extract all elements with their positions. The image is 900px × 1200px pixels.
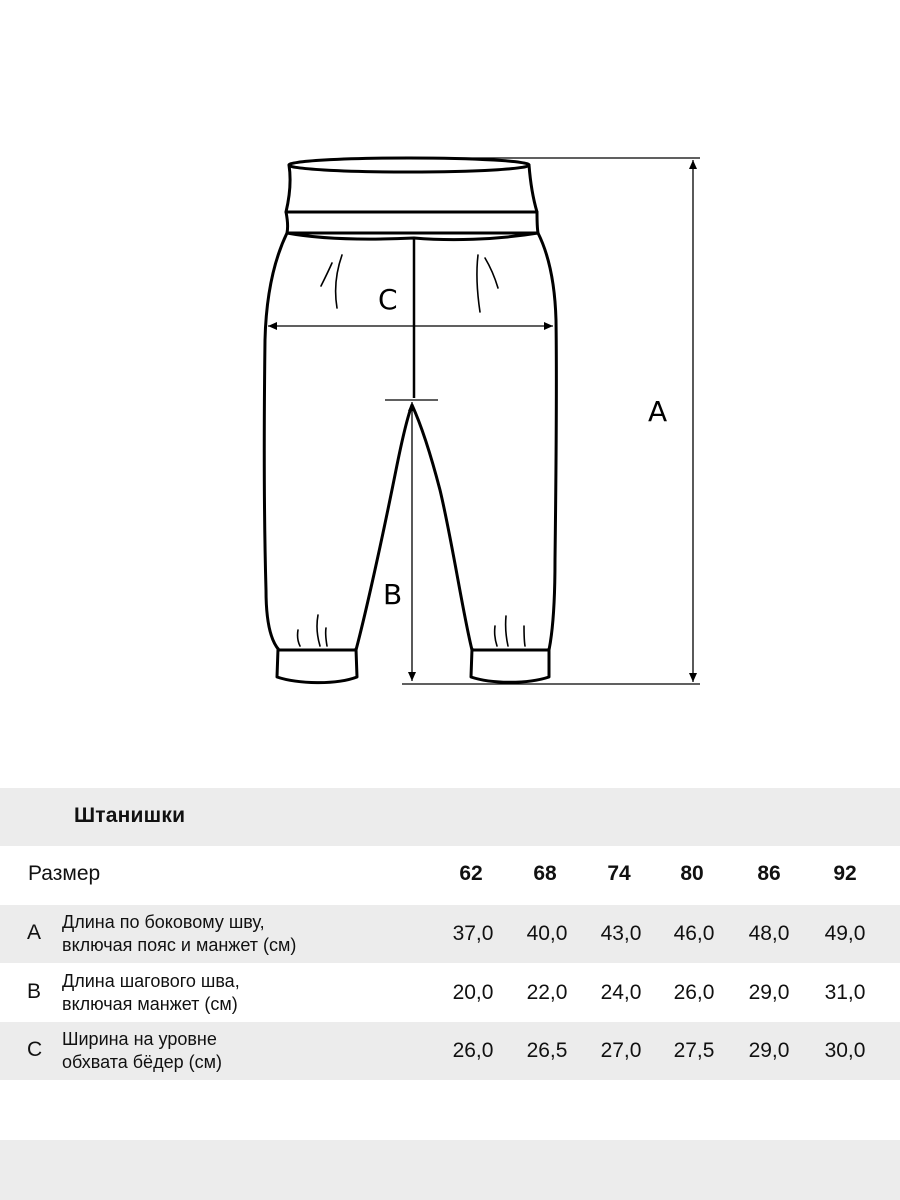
label-b: B <box>383 578 403 611</box>
row-value: 22,0 <box>526 981 568 1004</box>
row-value: 20,0 <box>452 981 494 1004</box>
table-title: Штанишки <box>74 804 186 827</box>
size-header-row <box>0 846 900 906</box>
row-value: 26,0 <box>452 1039 494 1062</box>
row-letter: A <box>27 921 42 944</box>
row-description: Длина шагового шва, включая манжет (см) <box>62 971 240 1014</box>
pants-body <box>264 233 556 650</box>
row-value: 49,0 <box>824 922 866 945</box>
row-value: 37,0 <box>452 922 494 945</box>
row-value: 26,0 <box>673 981 715 1004</box>
table-title-band <box>0 788 900 846</box>
waistband-top-edge <box>289 158 529 172</box>
size-86: 86 <box>757 862 781 885</box>
size-92: 92 <box>833 862 857 885</box>
size-header-label: Размер <box>28 862 101 885</box>
row-value: 40,0 <box>526 922 568 945</box>
row-letter: B <box>27 980 42 1003</box>
row-value: 30,0 <box>824 1039 866 1062</box>
row-value: 48,0 <box>748 922 790 945</box>
row-value: 24,0 <box>600 981 642 1004</box>
table-row <box>0 964 900 1022</box>
size-62: 62 <box>459 862 483 885</box>
table-row <box>0 1022 900 1080</box>
row-value: 29,0 <box>748 1039 790 1062</box>
row-value: 26,5 <box>526 1039 568 1062</box>
size-68: 68 <box>533 862 557 885</box>
table-row <box>0 905 900 963</box>
size-74: 74 <box>607 862 631 885</box>
row-letter: C <box>27 1038 43 1061</box>
left-cuff <box>277 649 357 683</box>
waistband-fold <box>286 212 538 233</box>
pants-outline <box>264 158 556 683</box>
row-value: 27,0 <box>600 1039 642 1062</box>
row-description: Ширина на уровне обхвата бёдер (см) <box>62 1029 222 1072</box>
size-80: 80 <box>680 862 704 885</box>
row-description: Длина по боковому шву, включая пояс и манжет (см) <box>62 912 297 955</box>
row-value: 27,5 <box>673 1039 715 1062</box>
footer-band <box>0 1140 900 1200</box>
row-value: 46,0 <box>673 922 715 945</box>
label-a: A <box>648 395 668 428</box>
right-cuff <box>471 649 549 682</box>
row-value: 31,0 <box>824 981 866 1004</box>
label-c: C <box>378 283 398 316</box>
row-value: 29,0 <box>748 981 790 1004</box>
row-value: 43,0 <box>600 922 642 945</box>
